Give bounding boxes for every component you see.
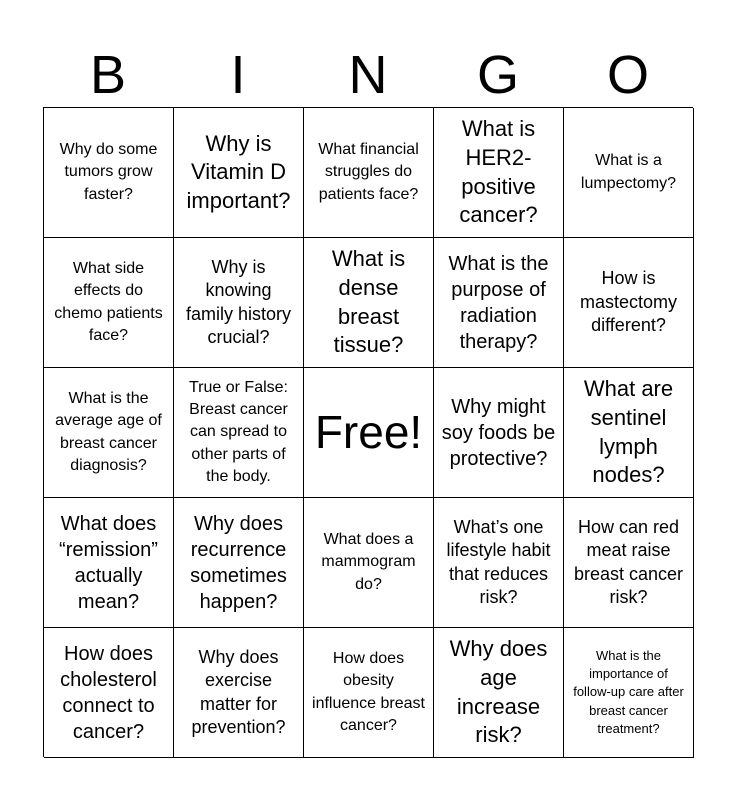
bingo-cell[interactable]: How does cholesterol connect to cancer? xyxy=(44,628,174,758)
bingo-cell[interactable]: What is the average age of breast cancer diagnosis? xyxy=(44,368,174,498)
bingo-cell[interactable]: What does “remission” actually mean? xyxy=(44,498,174,628)
bingo-cell[interactable]: What are sentinel lymph nodes? xyxy=(564,368,694,498)
bingo-cell[interactable]: Why is Vitamin D important? xyxy=(174,108,304,238)
bingo-grid xyxy=(43,107,693,757)
bingo-cell[interactable]: What is the importance of follow-up care after breast cancer treatment? xyxy=(564,628,694,758)
header-letter-n: N xyxy=(348,45,388,105)
bingo-cell[interactable]: Why does age increase risk? xyxy=(434,628,564,758)
bingo-cell[interactable]: How is mastectomy different? xyxy=(564,238,694,368)
bingo-cell[interactable]: Why do some tumors grow faster? xyxy=(44,108,174,238)
header-letter-i: I xyxy=(230,45,246,105)
free-space[interactable]: Free! xyxy=(304,368,434,498)
bingo-cell[interactable]: Why does recurrence sometimes happen? xyxy=(174,498,304,628)
header-letter-o: O xyxy=(606,45,649,105)
bingo-cell[interactable]: What is a lumpectomy? xyxy=(564,108,694,238)
bingo-cell[interactable]: What is the purpose of radiation therapy? xyxy=(434,238,564,368)
bingo-cell[interactable]: How can red meat raise breast cancer risk? xyxy=(564,498,694,628)
bingo-cell[interactable]: What is dense breast tissue? xyxy=(304,238,434,368)
bingo-cell[interactable]: How does obesity influence breast cancer? xyxy=(304,628,434,758)
bingo-cell[interactable]: What is HER2-positive cancer? xyxy=(434,108,564,238)
header-letter-g: G xyxy=(476,45,519,105)
bingo-cell[interactable]: Why might soy foods be protective? xyxy=(434,368,564,498)
bingo-cell[interactable]: What financial struggles do patients face? xyxy=(304,108,434,238)
bingo-cell[interactable]: What side effects do chemo patients face? xyxy=(44,238,174,368)
bingo-cell[interactable]: Why does exercise matter for prevention? xyxy=(174,628,304,758)
bingo-cell[interactable]: What does a mammogram do? xyxy=(304,498,434,628)
bingo-cell[interactable]: True or False: Breast cancer can spread to other parts of the body. xyxy=(174,368,304,498)
bingo-cell[interactable]: What’s one lifestyle habit that reduces risk? xyxy=(434,498,564,628)
header-letter-b: B xyxy=(89,45,127,105)
bingo-header xyxy=(43,40,693,110)
bingo-cell[interactable]: Why is knowing family history crucial? xyxy=(174,238,304,368)
